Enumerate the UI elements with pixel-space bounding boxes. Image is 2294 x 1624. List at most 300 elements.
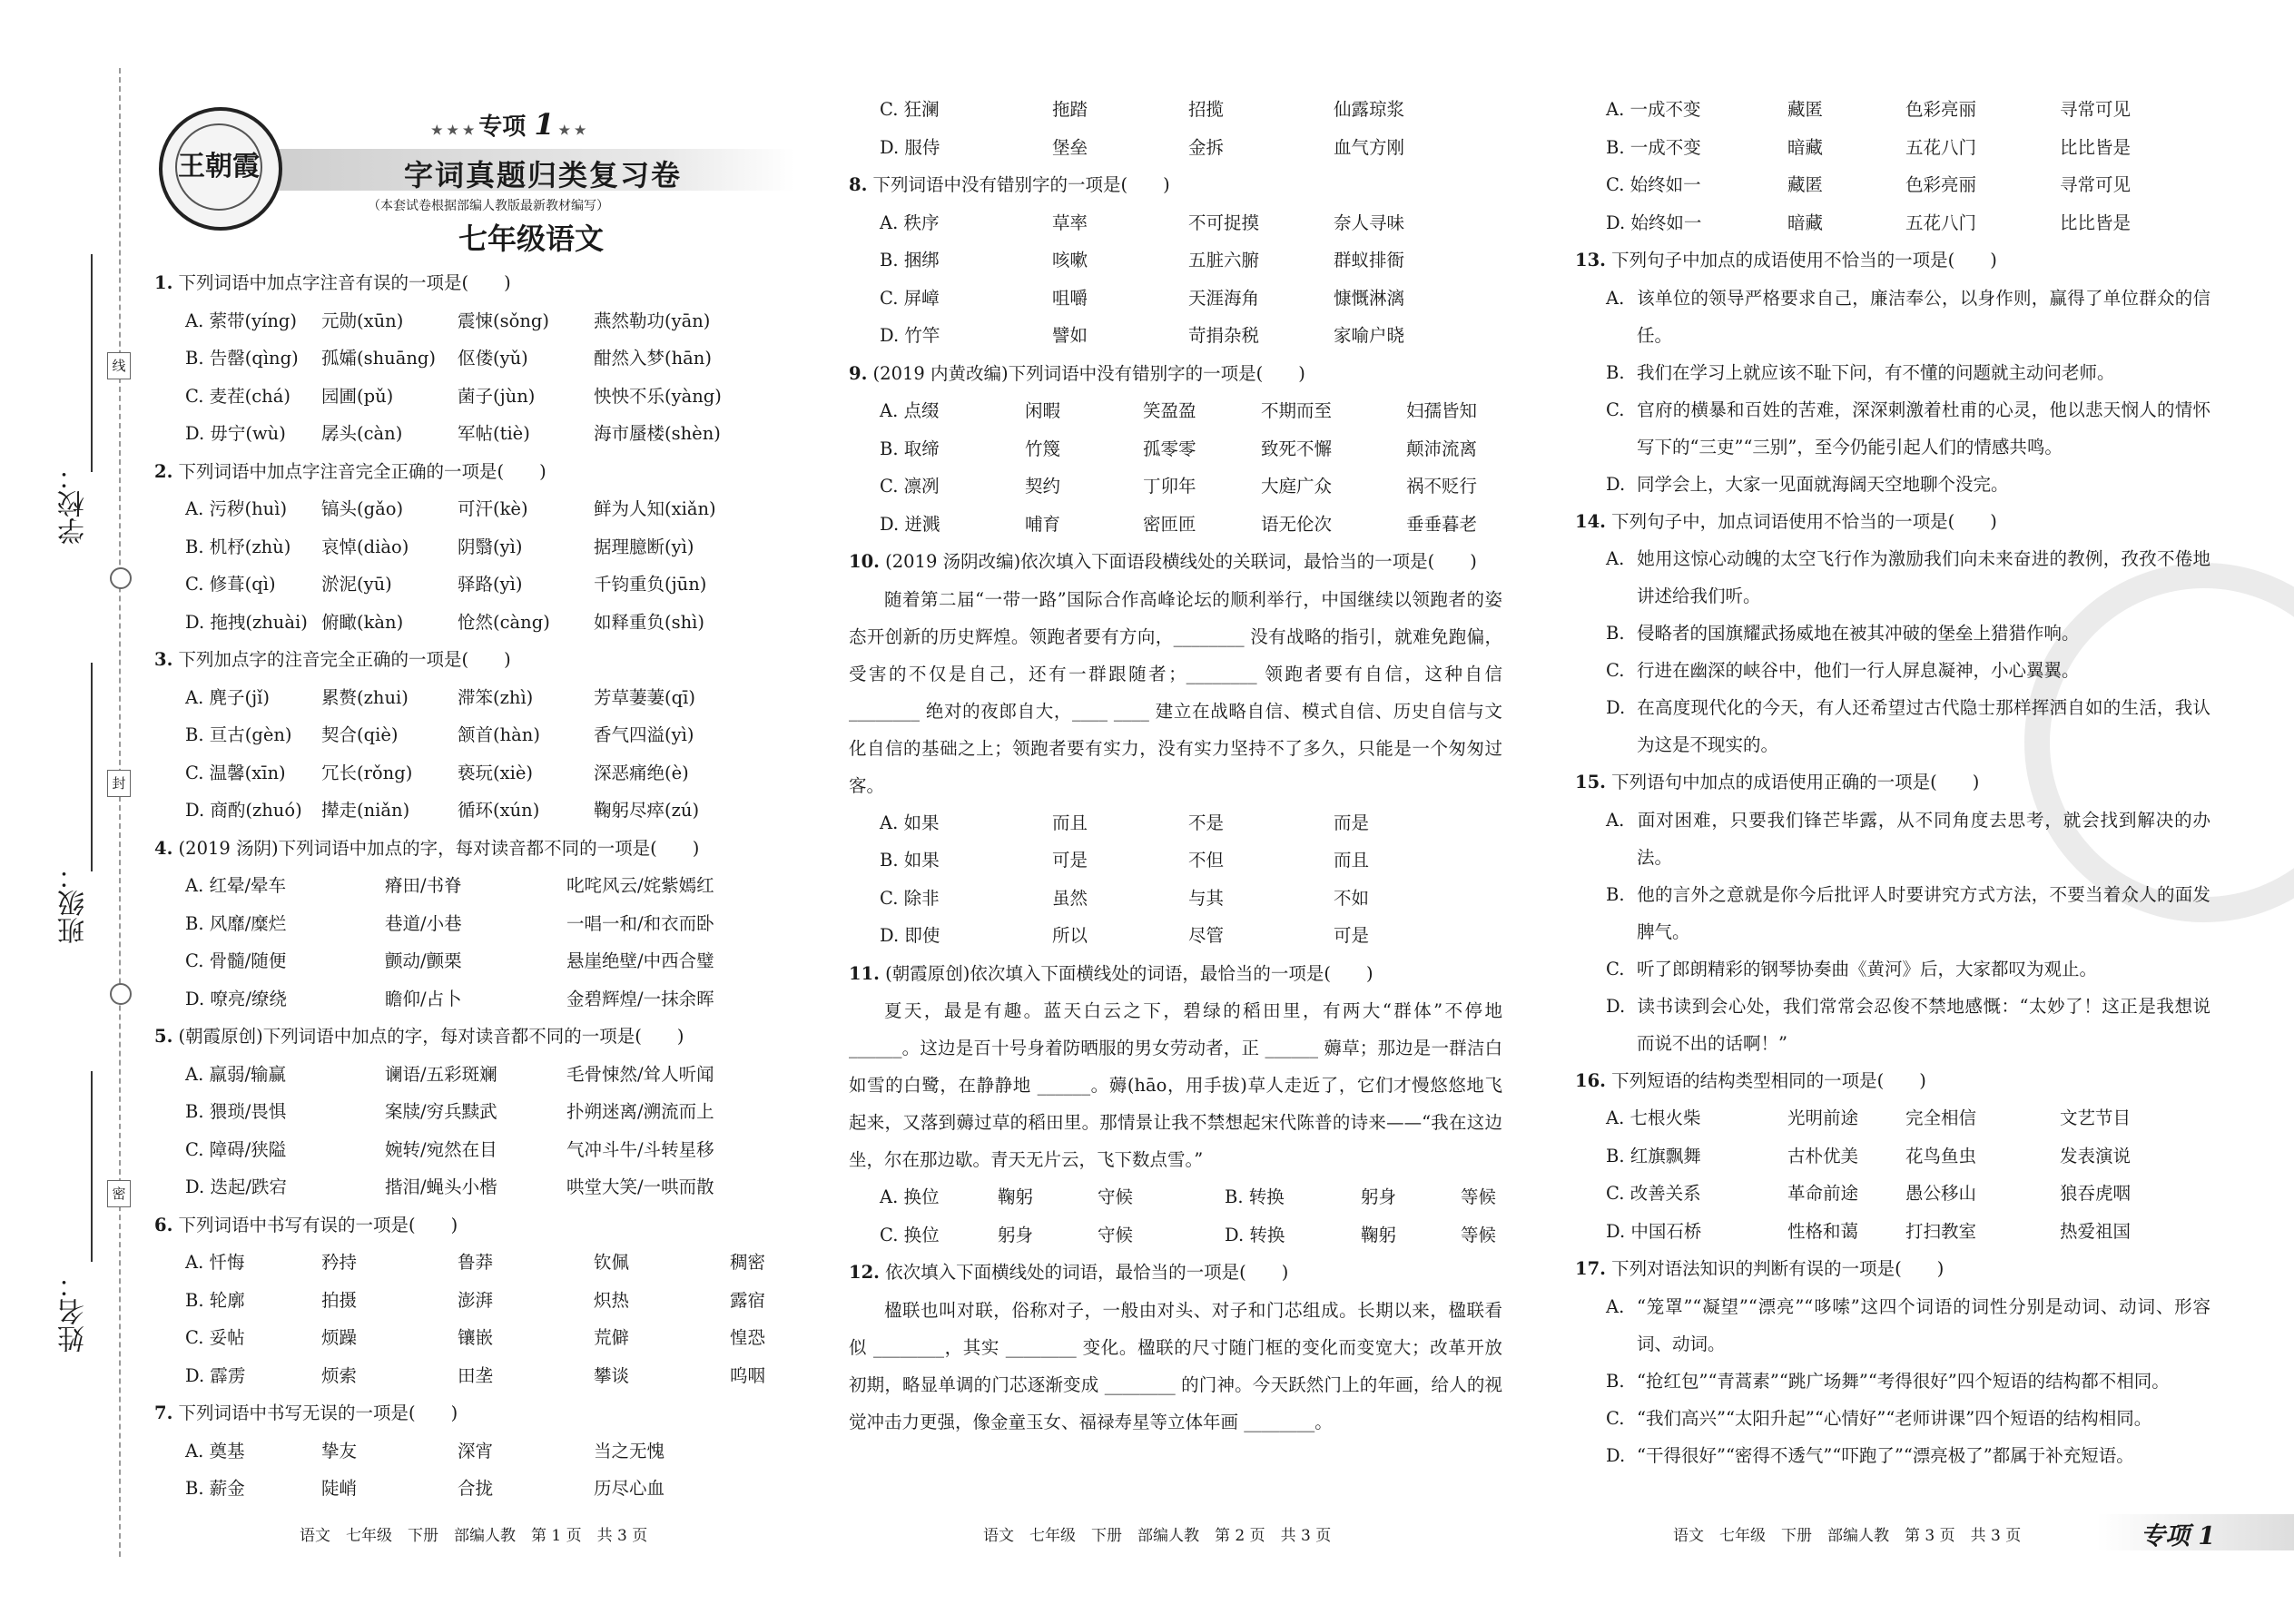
option-cell: D. 毋宁(wù)	[185, 423, 286, 444]
option-cell: 色彩亮丽	[1905, 174, 1977, 195]
option-cell: 狼吞虎咽	[2060, 1183, 2132, 1204]
option-cell: C. 修葺(qì)	[185, 574, 276, 595]
answer-option: C. 行进在幽深的峡谷中，他们一行人屏息凝神，小心翼翼。	[1606, 660, 2080, 681]
option-cell: B. 薪金	[185, 1478, 245, 1499]
option-cell: 完全相信	[1905, 1107, 1977, 1128]
question-stem: 1. 下列词语中加点字注音有误的一项是( )	[154, 272, 511, 293]
option-cell: C. 狂澜	[880, 99, 940, 120]
option-cell: A. 萦带(yíng)	[185, 310, 297, 331]
option-cell: 滞笨(zhì)	[458, 686, 534, 708]
option-cell: A. 麂子(jǐ)	[185, 686, 270, 708]
option-cell: D. 转换	[1225, 1224, 1285, 1245]
option-cell: 发表演说	[2060, 1145, 2132, 1166]
option-cell: B. 猥琐/畏惧	[185, 1101, 287, 1122]
option-cell: B. 告罄(qìng)	[185, 348, 299, 369]
option-row	[1575, 204, 2210, 242]
option-cell: 奈人寻味	[1334, 212, 1405, 233]
option-cell: 千钧重负(jūn)	[594, 574, 707, 595]
option-cell: 孤零零	[1143, 438, 1196, 459]
option-cell: 气冲斗牛/斗转星移	[566, 1138, 714, 1160]
option-cell: 鲜为人知(xiǎn)	[594, 498, 716, 519]
option-row	[849, 880, 1502, 918]
seal-tag-line: 线	[107, 352, 131, 379]
option-row	[1575, 166, 2210, 204]
option-row	[154, 340, 817, 378]
option-cell: B. 一成不变	[1606, 136, 1701, 158]
option-cell: 躬身	[998, 1224, 1034, 1245]
star-icon: ★ ★	[554, 123, 586, 138]
question-stem: 11. (朝霞原创)依次填入下面横线处的词语，最恰当的一项是( )	[849, 962, 1373, 984]
column-2	[849, 91, 1502, 1441]
option-cell: 婉转/宛然在目	[385, 1138, 497, 1160]
question-stem: 15. 下列语句中加点的成语使用正确的一项是( )	[1575, 772, 1980, 792]
option-cell: 花鸟鱼虫	[1905, 1145, 1977, 1166]
question-stem: 2. 下列词语中加点字注音完全正确的一项是( )	[154, 460, 546, 482]
option-cell: 哀悼(diào)	[321, 536, 409, 557]
name-line	[91, 1071, 93, 1262]
option-cell: 一唱一和/和衣而卧	[566, 912, 714, 934]
option-cell: 颔首(hàn)	[458, 724, 540, 745]
reading-passage: 随着第二届“一带一路”国际合作高峰论坛的顺利举行，中国继续以领跑者的姿态开创新的历史辉煌。领跑者要有方向，________ 没有战略的指引，就难免跑偏，受害的不仅是自己，还有一群跟随者；________ 领跑者要有自信，这种自信 ________ 绝对的夜郎自大，____ ____ 建立在战略自信、模式自信、历史自信与文化自信的基础之上；领跑者要有实力，没有实力坚持不了多久，只能是一个匆匆过客。	[849, 588, 1502, 796]
option-cell: 园圃(pǔ)	[321, 385, 394, 407]
option-cell: 愚公移山	[1905, 1183, 1977, 1204]
option-cell: C. 始终如一	[1606, 174, 1701, 195]
option-row	[849, 91, 1502, 129]
option-cell: 竹篾	[1025, 438, 1061, 459]
option-cell: A. 污秽(huì)	[185, 498, 288, 519]
option-cell: 藏匿	[1787, 99, 1824, 120]
option-cell: D. 即使	[880, 925, 940, 946]
option-cell: 镶嵌	[458, 1327, 494, 1348]
option-cell: 伛偻(yǔ)	[458, 348, 528, 369]
option-cell: 炽热	[594, 1289, 630, 1311]
option-cell: 澎湃	[458, 1289, 494, 1311]
option-cell: 笑盈盈	[1143, 400, 1196, 421]
option-cell: D. 迭起/跌宕	[185, 1176, 287, 1197]
option-cell: 天涯海角	[1188, 287, 1260, 309]
option-cell: D. 中国石桥	[1606, 1220, 1702, 1242]
answer-option: D. “干得很好”“密得不透气”“吓跑了”“漂亮极了”都属于补充短语。	[1606, 1444, 2134, 1466]
option-cell: 可汗(kè)	[458, 498, 528, 519]
option-cell: 尽管	[1188, 925, 1225, 946]
option-row	[154, 302, 817, 340]
option-cell: 冗长(rǒng)	[321, 762, 413, 783]
column-3	[1575, 91, 2210, 1474]
option-cell: B. 轮廓	[185, 1289, 245, 1311]
option-cell: D. 服侍	[880, 136, 940, 158]
option-cell: 慷慨淋漓	[1334, 287, 1405, 309]
binding-hole	[110, 983, 132, 1005]
answer-option: D. 读书读到会心处，我们常常会忍俊不禁地感慨：“太妙了！这正是我想说而说不出的话啊！”	[1606, 995, 2210, 1054]
option-cell: 震悚(sǒng)	[458, 310, 550, 331]
option-cell: 妇孺皆知	[1406, 400, 1478, 421]
option-cell: 藏匿	[1787, 174, 1824, 195]
answer-option: A. “笼罩”“凝望”“漂亮”“哆嗦”这四个词语的词性分别是动词、动词、形容词、动词。	[1606, 1295, 2210, 1354]
option-cell: 鞠躬	[998, 1186, 1034, 1207]
answer-option: C. “我们高兴”“太阳升起”“心情好”“老师讲课”四个短语的结构相同。	[1606, 1407, 2152, 1429]
option-cell: 怆然(càng)	[458, 611, 550, 633]
option-cell: 金碧辉煌/一抹余晖	[566, 988, 714, 1009]
option-cell: 五花八门	[1905, 136, 1977, 158]
star-icon: ★ ★ ★	[431, 123, 479, 138]
option-cell: C. 麦茬(chá)	[185, 385, 290, 407]
option-row	[154, 566, 817, 604]
option-row	[849, 317, 1502, 355]
option-cell: D. 商酌(zhuó)	[185, 800, 302, 821]
option-row	[849, 468, 1502, 506]
option-cell: 军帖(tiè)	[458, 423, 530, 444]
option-cell: 热爱祖国	[2060, 1220, 2132, 1242]
school-line	[91, 254, 93, 472]
option-cell: 寻常可见	[2060, 174, 2132, 195]
option-row	[154, 1244, 817, 1282]
option-row	[154, 378, 817, 416]
option-cell: 颠沛流离	[1406, 438, 1478, 459]
option-cell: 酣然入梦(hān)	[594, 348, 712, 369]
option-cell: 闲暇	[1025, 400, 1061, 421]
question-stem: 7. 下列词语中书写无误的一项是( )	[154, 1403, 458, 1423]
option-cell: A. 秩序	[880, 212, 940, 233]
option-cell: 元勋(xūn)	[321, 310, 404, 331]
option-row	[1575, 129, 2210, 167]
option-cell: 深恶痛绝(è)	[594, 762, 689, 783]
school-label: 学校：	[58, 463, 90, 545]
option-cell: 契合(qiè)	[321, 724, 399, 745]
option-row	[1575, 1099, 2210, 1137]
option-row	[154, 1319, 817, 1357]
option-row	[849, 430, 1502, 468]
option-cell: 暗藏	[1787, 136, 1824, 158]
option-cell: 拍摄	[321, 1289, 358, 1311]
option-row	[154, 1093, 817, 1131]
seal-tag-seal: 封	[107, 770, 131, 797]
option-row	[154, 1056, 817, 1094]
answer-option: A. 她用这惊心动魄的太空飞行作为激励我们向未来奋进的教例，孜孜不倦地讲述给我们听。	[1606, 548, 2210, 606]
option-cell: 所以	[1052, 925, 1088, 946]
option-row	[154, 528, 817, 566]
option-cell: 烦索	[321, 1364, 358, 1386]
option-cell: 淤泥(yū)	[321, 574, 392, 595]
option-cell: D. 嘹亮/缭绕	[185, 988, 287, 1009]
option-cell: 守候	[1098, 1186, 1134, 1207]
option-cell: C. 温馨(xīn)	[185, 762, 286, 783]
option-cell: 暗藏	[1787, 212, 1824, 233]
option-row	[849, 1216, 1502, 1255]
option-cell: 金拆	[1188, 136, 1225, 158]
option-cell: C. 障碍/狭隘	[185, 1138, 287, 1160]
answer-option: A. 面对困难，只要我们锋芒毕露，从不同角度去思考，就会找到解决的办法。	[1606, 809, 2210, 868]
option-cell: 攀谈	[594, 1364, 630, 1386]
option-cell: 血气方刚	[1334, 136, 1405, 158]
option-row	[154, 1131, 817, 1169]
option-cell: 颤动/颤栗	[385, 950, 462, 971]
seal-tag-secret: 密	[107, 1180, 131, 1207]
option-cell: 比比皆是	[2060, 212, 2132, 233]
option-cell: D. 竹竿	[880, 325, 940, 346]
option-row	[1575, 1175, 2210, 1213]
option-cell: 苛捐杂税	[1188, 325, 1260, 346]
option-cell: A. 点缀	[880, 400, 940, 421]
option-cell: 语无伦次	[1261, 513, 1333, 535]
answer-option: D. 同学会上，大家一见面就海阔天空地聊个没完。	[1606, 473, 2009, 495]
option-cell: 拖踏	[1052, 99, 1088, 120]
option-row	[154, 490, 817, 528]
option-cell: 累赘(zhui)	[321, 686, 409, 708]
question-stem: 17. 下列对语法知识的判断有误的一项是( )	[1575, 1258, 1944, 1279]
footer-tag: 专项 1	[2141, 1522, 2216, 1550]
option-cell: 露宿	[730, 1289, 766, 1311]
option-cell: 五花八门	[1905, 212, 1977, 233]
option-cell: A. 忏悔	[185, 1252, 245, 1273]
option-row	[154, 867, 817, 905]
option-cell: C. 换位	[880, 1224, 940, 1245]
option-cell: 孤孀(shuāng)	[321, 348, 437, 369]
option-cell: 不期而至	[1261, 400, 1333, 421]
option-row	[154, 604, 817, 642]
option-cell: 丁卯年	[1143, 476, 1196, 497]
option-cell: 海市蜃楼(shèn)	[594, 423, 721, 444]
option-cell: 镐头(gǎo)	[321, 498, 404, 519]
option-cell: 惶恐	[730, 1327, 766, 1348]
answer-option: B. 我们在学习上就应该不耻下问，有不懂的问题就主动问老师。	[1606, 361, 2115, 383]
option-cell: C. 除非	[880, 887, 940, 909]
option-row	[849, 917, 1502, 955]
option-cell: 香气四溢(yì)	[594, 724, 694, 745]
option-cell: B. 捆绑	[880, 250, 940, 271]
option-cell: 亵玩(xiè)	[458, 762, 533, 783]
brand-logo-text: 王朝霞	[175, 123, 262, 211]
option-cell: 菌子(jùn)	[458, 385, 536, 407]
option-cell: 而且	[1052, 812, 1088, 833]
option-cell: 俯瞰(kàn)	[321, 611, 404, 633]
option-cell: B. 亘古(gèn)	[185, 724, 292, 745]
option-cell: A. 羸弱/输赢	[185, 1063, 287, 1085]
option-cell: 堡垒	[1052, 136, 1088, 158]
name-label: 姓名：	[58, 1271, 90, 1353]
option-cell: 不但	[1188, 850, 1225, 871]
page-footer-3: 语文 七年级 下册 部编人教 第 3 页 共 3 页	[1673, 1527, 2022, 1545]
option-row	[154, 716, 817, 754]
binding-hole	[110, 567, 132, 589]
option-cell: 毛骨悚然/耸人听闻	[566, 1063, 714, 1085]
answer-option: B. 侵略者的国旗耀武扬威地在被其冲破的堡垒上猎猎作响。	[1606, 623, 2080, 644]
class-label: 班级：	[58, 862, 90, 944]
option-cell: C. 妥帖	[185, 1327, 245, 1348]
option-cell: 寻常可见	[2060, 99, 2132, 120]
option-cell: 据理臆断(yì)	[594, 536, 694, 557]
option-cell: 案牍/穷兵黩武	[385, 1101, 497, 1122]
option-cell: 躬身	[1361, 1186, 1397, 1207]
option-cell: 悬崖绝壁/中西合璧	[566, 950, 714, 971]
option-cell: D. 始终如一	[1606, 212, 1702, 233]
option-row	[1575, 91, 2210, 129]
answer-option: C. 官府的横暴和百姓的苦难，深深刺激着杜甫的心灵，他以悲天悯人的情怀写下的“三吏”“三别”，至今仍能引起人们的情感共鸣。	[1606, 399, 2210, 458]
option-cell: 群蚁排衙	[1334, 250, 1405, 271]
option-cell: 革命前途	[1787, 1183, 1859, 1204]
option-cell: 不如	[1334, 887, 1370, 909]
question-stem: 8. 下列词语中没有错别字的一项是( )	[849, 174, 1170, 195]
option-cell: 深宵	[458, 1440, 494, 1462]
option-cell: D. 霹雳	[185, 1364, 246, 1386]
option-cell: 阴翳(yì)	[458, 536, 523, 557]
option-row	[154, 679, 817, 717]
option-row	[849, 506, 1502, 544]
option-row	[154, 905, 817, 943]
option-cell: 古朴优美	[1787, 1145, 1859, 1166]
option-cell: A. 一成不变	[1606, 99, 1701, 120]
answer-option: B. “抢红包”“青蒿素”“跳广场舞”“考得很好”四个短语的结构都不相同。	[1606, 1370, 2170, 1392]
option-row	[849, 280, 1502, 318]
class-line	[91, 663, 93, 871]
option-cell: 家喻户晓	[1334, 325, 1405, 346]
option-row	[154, 754, 817, 792]
question-stem: 13. 下列句子中加点的成语使用不恰当的一项是( )	[1575, 250, 1997, 271]
option-cell: 芳草萋萋(qī)	[594, 686, 695, 708]
question-stem: 10. (2019 汤阴改编)依次填入下面语段横线处的关联词，最恰当的一项是( )	[849, 551, 1477, 572]
option-row	[849, 1178, 1502, 1216]
option-row	[849, 804, 1502, 842]
option-cell: 当之无愧	[594, 1440, 665, 1462]
option-cell: 循环(xún)	[458, 800, 540, 821]
option-row	[849, 241, 1502, 280]
option-cell: 合拢	[458, 1478, 494, 1499]
option-row	[154, 1282, 817, 1320]
page-footer-1: 语文 七年级 下册 部编人教 第 1 页 共 3 页	[300, 1527, 648, 1545]
option-cell: 可是	[1334, 925, 1370, 946]
answer-option: B. 他的言外之意就是你今后批评人时要讲究方式方法，不要当着众人的面发脾气。	[1606, 883, 2210, 942]
option-cell: C. 屏嶂	[880, 287, 940, 309]
option-cell: 稠密	[730, 1252, 766, 1273]
option-cell: 不是	[1188, 812, 1225, 833]
option-cell: 等候	[1461, 1224, 1497, 1245]
option-cell: 垂垂暮老	[1406, 513, 1478, 535]
option-cell: 文艺节目	[2060, 1107, 2132, 1128]
option-cell: 大庭广众	[1261, 476, 1333, 497]
option-cell: 谰语/五彩斑斓	[385, 1063, 497, 1085]
option-cell: 撵走(niǎn)	[321, 800, 410, 821]
option-cell: 比比皆是	[2060, 136, 2132, 158]
option-row	[154, 1168, 817, 1206]
option-cell: 烦躁	[321, 1327, 358, 1348]
option-row	[849, 204, 1502, 242]
option-cell: 譬如	[1052, 325, 1088, 346]
option-row	[154, 1470, 817, 1508]
question-stem: 16. 下列短语的结构类型相同的一项是( )	[1575, 1069, 1926, 1091]
brand-logo	[159, 107, 282, 231]
option-cell: 五脏六腑	[1188, 250, 1260, 271]
option-cell: 揩泪/蝇头小楷	[385, 1176, 497, 1197]
question-stem: 9. (2019 内黄改编)下列词语中没有错别字的一项是( )	[849, 362, 1305, 384]
option-cell: A. 奠基	[185, 1440, 245, 1462]
option-row	[849, 392, 1502, 430]
option-cell: 瞻仰/占卜	[385, 988, 462, 1009]
option-cell: 矜持	[321, 1252, 358, 1273]
option-cell: A. 换位	[880, 1186, 940, 1207]
column-1	[154, 264, 817, 1508]
paper-header	[159, 107, 831, 289]
option-cell: D. 拖拽(zhuài)	[185, 611, 308, 633]
paper-note: （本套试卷根据部编人教版最新教材编写）	[368, 199, 609, 213]
option-cell: 鞠躬	[1361, 1224, 1397, 1245]
paper-title: 字词真题归类复习卷	[404, 158, 683, 192]
page-footer-2: 语文 七年级 下册 部编人教 第 2 页 共 3 页	[983, 1527, 1332, 1545]
option-cell: 招揽	[1188, 99, 1225, 120]
option-cell: B. 机杼(zhù)	[185, 536, 291, 557]
option-cell: 叱咤风云/姹紫嫣红	[566, 875, 714, 896]
option-cell: D. 迸溅	[880, 513, 940, 535]
question-stem: 6. 下列词语中书写有误的一项是( )	[154, 1214, 458, 1235]
series-label: ★ ★ ★ 专项 1 ★ ★	[431, 107, 586, 142]
option-cell: B. 如果	[880, 850, 940, 871]
option-row	[154, 980, 817, 1019]
option-cell: 仙露琼浆	[1334, 99, 1405, 120]
option-cell: 瘠田/书脊	[385, 875, 462, 896]
footer-tag-band	[2097, 1514, 2294, 1550]
option-cell: 巷道/小巷	[385, 912, 462, 934]
option-cell: 守候	[1098, 1224, 1134, 1245]
option-cell: 鞠躬尽瘁(zú)	[594, 800, 700, 821]
option-cell: 可是	[1052, 850, 1088, 871]
option-cell: 驿路(yì)	[458, 574, 523, 595]
option-cell: 色彩亮丽	[1905, 99, 1977, 120]
question-stem: 14. 下列句子中，加点词语使用不恰当的一项是( )	[1575, 510, 1997, 532]
grade-title: 七年级语文	[458, 221, 605, 256]
option-cell: A. 七根火柴	[1606, 1107, 1701, 1128]
option-cell: 呜咽	[730, 1364, 766, 1386]
option-cell: 草率	[1052, 212, 1088, 233]
option-cell: 与其	[1188, 887, 1225, 909]
option-cell: 历尽心血	[594, 1478, 665, 1499]
answer-option: D. 在高度现代化的今天，有人还希望过古代隐士那样挥洒自如的生活，我认为这是不现实的。	[1606, 697, 2210, 755]
option-cell: 钦佩	[594, 1252, 630, 1273]
option-cell: 契约	[1025, 476, 1061, 497]
option-row	[1575, 1137, 2210, 1176]
option-cell: 怏怏不乐(yàng)	[594, 385, 722, 407]
option-cell: 而是	[1334, 812, 1370, 833]
option-cell: 密匝匝	[1143, 513, 1196, 535]
question-stem: 12. 依次填入下面横线处的词语，最恰当的一项是( )	[849, 1262, 1289, 1283]
option-cell: 如释重负(shì)	[594, 611, 705, 633]
reading-passage: 夏天，最是有趣。蓝天白云之下，碧绿的稻田里，有两大“群体”不停地 ______。这边是百十号身着防晒服的男女劳动者，正 ______ 薅草；那边是一群洁白如雪的白鹭，在静静地 ______。薅(hāo，用手拔)草人走近了，它们才慢悠悠地飞起来，又落到薅过草的稻田里。那情景让我不禁想起宋代陈普的诗来——“我在这边坐，尔在那边歇。青天无片云，飞下数点雪。”	[849, 1000, 1502, 1170]
option-cell: 性格和蔼	[1787, 1220, 1859, 1242]
option-cell: 致死不懈	[1261, 438, 1333, 459]
option-row	[154, 1432, 817, 1471]
option-cell: A. 红晕/晕车	[185, 875, 287, 896]
answer-option: C. 听了郎朗精彩的钢琴协奏曲《黄河》后，大家都叹为观止。	[1606, 958, 2098, 979]
option-row	[154, 1357, 817, 1395]
option-cell: 哄堂大笑/一哄而散	[566, 1176, 714, 1197]
option-cell: 陡峭	[321, 1478, 358, 1499]
option-cell: 扑朔迷离/溯流而上	[566, 1101, 714, 1122]
option-cell: 孱头(càn)	[321, 423, 403, 444]
option-cell: C. 骨髓/随便	[185, 950, 287, 971]
option-cell: B. 红旗飘舞	[1606, 1145, 1701, 1166]
question-stem: 4. (2019 汤阴)下列词语中加点的字，每对读音都不同的一项是( )	[154, 837, 700, 859]
option-cell: C. 凛冽	[880, 476, 940, 497]
option-row	[154, 415, 817, 453]
option-cell: 等候	[1461, 1186, 1497, 1207]
option-cell: B. 转换	[1225, 1186, 1285, 1207]
option-row	[849, 842, 1502, 880]
binding-sidebar	[0, 0, 150, 1624]
option-cell: 虽然	[1052, 887, 1088, 909]
cut-line	[119, 68, 121, 1557]
question-stem: 3. 下列加点字的注音完全正确的一项是( )	[154, 649, 511, 670]
option-cell: A. 如果	[880, 812, 940, 833]
option-cell: 而且	[1334, 850, 1370, 871]
option-cell: 打扫教室	[1905, 1220, 1977, 1242]
option-cell: 荒僻	[594, 1327, 630, 1348]
